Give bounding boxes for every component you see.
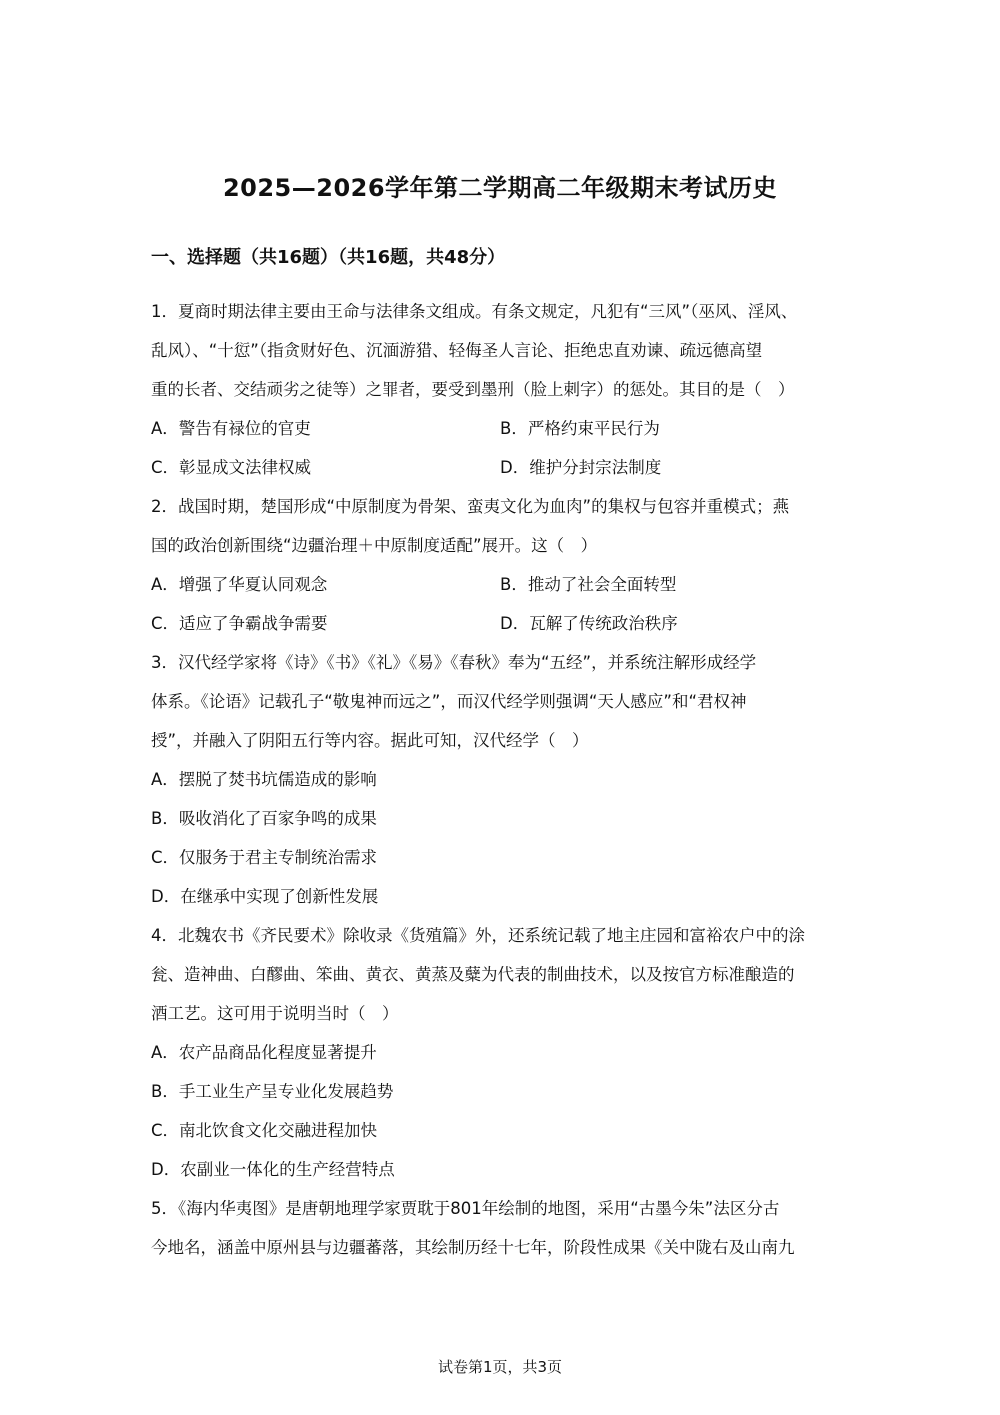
question-2-option-b: B．推动了社会全面转型 — [500, 575, 677, 594]
page-footer: 试卷第1页，共3页 — [437, 1358, 563, 1376]
question-1-option-c: C．彰显成文法律权威 — [151, 458, 312, 477]
question-4-line-3: 酒工艺。这可用于说明当时（ ） — [151, 1004, 399, 1023]
question-3-option-a: A．摆脱了焚书坑儒造成的影响 — [151, 770, 377, 789]
question-1-options-row-2 — [151, 448, 863, 487]
question-1-option-a: A．警告有禄位的官吏 — [151, 419, 311, 438]
question-4-line-2: 瓮、造神曲、白醪曲、笨曲、黄衣、黄蒸及糵为代表的制曲技术，以及按官方标准酿造的 — [151, 965, 795, 984]
question-list — [151, 292, 863, 1267]
question-4-line-1: 4．北魏农书《齐民要术》除收录《货殖篇》外，还系统记载了地主庄园和富裕农户中的涂 — [151, 926, 805, 945]
question-4-option-d: D．农副业一体化的生产经营特点 — [151, 1160, 395, 1179]
question-1-line-2: 乱风）、“十愆”（指贪财好色、沉湎游猎、轻侮圣人言论、拒绝忠直劝谏、疏远德高望 — [151, 341, 763, 360]
question-2-option-a: A．增强了华夏认同观念 — [151, 575, 328, 594]
question-1-option-d: D．维护分封宗法制度 — [500, 458, 662, 477]
question-2-options-row-1 — [151, 565, 863, 604]
question-5-line-2: 今地名，涵盖中原州县与边疆蕃落，其绘制历经十七年，阶段性成果《关中陇右及山南九 — [151, 1238, 795, 1257]
question-3-option-b: B．吸收消化了百家争鸣的成果 — [151, 809, 377, 828]
question-2-options-row-2 — [151, 604, 863, 643]
question-2-option-c: C．适应了争霸战争需要 — [151, 614, 328, 633]
question-4-option-b: B．手工业生产呈专业化发展趋势 — [151, 1082, 394, 1101]
question-3-line-2: 体系。《论语》记载孔子“敬鬼神而远之”，而汉代经学则强调“天人感应”和“君权神 — [151, 692, 747, 711]
question-2-option-d: D．瓦解了传统政治秩序 — [500, 614, 678, 633]
question-4-option-c: C．南北饮食文化交融进程加快 — [151, 1121, 378, 1140]
question-1-line-1: 1．夏商时期法律主要由王命与法律条文组成。有条文规定，凡犯有“三风”（巫风、淫风、 — [151, 302, 798, 321]
question-3-line-1: 3．汉代经学家将《诗》《书》《礼》《易》《春秋》奉为“五经”，并系统注解形成经学 — [151, 653, 757, 672]
question-1-line-3: 重的长者、交结顽劣之徒等）之罪者，要受到墨刑（脸上刺字）的惩处。其目的是（ ） — [151, 380, 795, 399]
question-4-option-a: A．农产品商品化程度显著提升 — [151, 1043, 377, 1062]
question-5-line-1: 5．《海内华夷图》是唐朝地理学家贾耽于801年绘制的地图，采用“古墨今朱”法区分古 — [151, 1199, 780, 1218]
question-3-option-d: D．在继承中实现了创新性发展 — [151, 887, 379, 906]
section-heading: 一、选择题（共16题）（共16题，共48分） — [151, 247, 506, 268]
question-2-line-1: 2．战国时期，楚国形成“中原制度为骨架、蛮夷文化为血肉”的集权与包容并重模式；燕 — [151, 497, 790, 516]
question-3-line-3: 授”，并融入了阴阳五行等内容。据此可知，汉代经学（ ） — [151, 731, 589, 750]
question-1-option-b: B．严格约束平民行为 — [500, 419, 660, 438]
question-3-option-c: C．仅服务于君主专制统治需求 — [151, 848, 378, 867]
question-2-line-2: 国的政治创新围绕“边疆治理＋中原制度适配”展开。这（ ） — [151, 536, 598, 555]
question-1-options-row-1 — [151, 409, 863, 448]
exam-title: 2025—2026学年第二学期高二年级期末考试历史 — [222, 174, 778, 202]
